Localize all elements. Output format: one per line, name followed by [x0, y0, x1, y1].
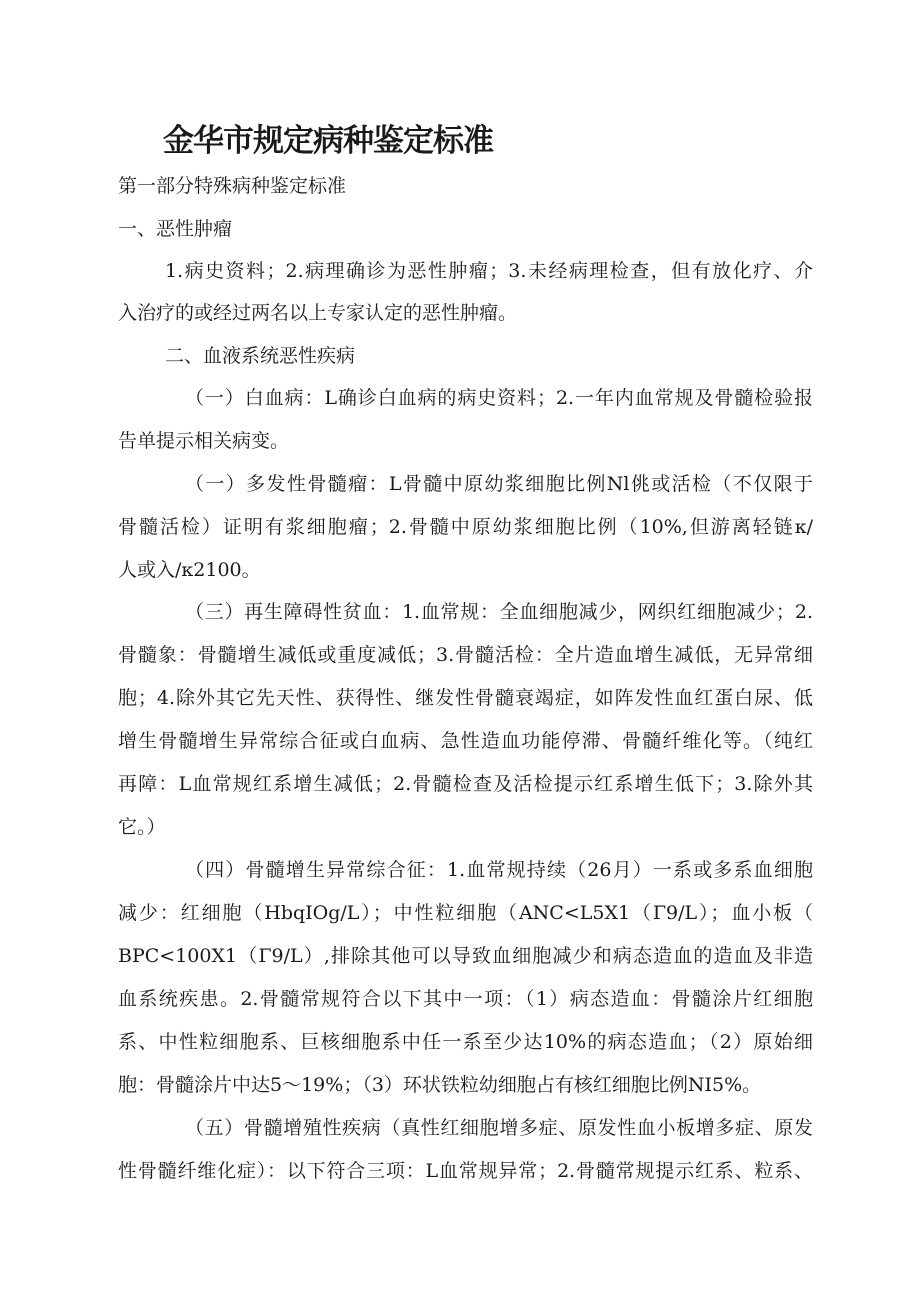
paragraph-line: 它。）	[118, 816, 166, 838]
paragraph-line: 再障：L血常规红系增生减低；2.骨髓检查及活检提示红系增生低下；3.除外其	[118, 773, 813, 795]
paragraph-line: 减少：红细胞（HbqIOg/L）；中性粒细胞（ANC<L5X1（Γ9/L）；血小板（	[118, 902, 813, 924]
paragraph-line: （五）骨髓增殖性疾病（真性红细胞增多症、原发性血小板增多症、原发	[185, 1117, 813, 1139]
paragraph-line: 1.病史资料；2.病理确诊为恶性肿瘤；3.未经病理检查，但有放化疗、介	[165, 260, 813, 282]
paragraph-line: （四）骨髓增生异常综合征：1.血常规持续（26月）一系或多系血细胞	[185, 859, 813, 881]
paragraph-line: BPC<100X1（Γ9/L）,排除其他可以导致血细胞减少和病态造血的造血及非造	[118, 945, 813, 967]
paragraph-line: 胞：骨髓涂片中达5～19%；（3）环状铁粒幼细胞占有核红细胞比例NI5%。	[118, 1074, 762, 1096]
paragraph-line: 血系统疾患。2.骨髓常规符合以下其中一项：（1）病态造血：骨髓涂片红细胞	[118, 988, 813, 1010]
part-heading: 第一部分特殊病种鉴定标准	[118, 175, 347, 197]
paragraph-line: 告单提示相关病变。	[118, 430, 290, 452]
paragraph-line: 骨髓象：骨髓增生减低或重度减低；3.骨髓活检：全片造血增生减低，无异常细	[118, 644, 813, 666]
paragraph-line: 骨髓活检）证明有浆细胞瘤；2.骨髓中原幼浆细胞比例（10%,但游离轻链κ/	[118, 516, 813, 538]
section-heading: 一、恶性肿瘤	[118, 218, 233, 240]
section-heading: 二、血液系统恶性疾病	[165, 345, 356, 367]
paragraph-line: （一）白血病：L确诊白血病的病史资料；2.一年内血常规及骨髓检验报	[185, 387, 813, 409]
paragraph-line: 胞；4.除外其它先天性、获得性、继发性骨髓衰竭症，如阵发性血红蛋白尿、低	[118, 687, 813, 709]
paragraph-line: （一）多发性骨髓瘤：L骨髓中原幼浆细胞比例Nl佻或活检（不仅限于	[185, 473, 813, 495]
paragraph-line: 性骨髓纤维化症）：以下符合三项：L血常规异常；2.骨髓常规提示红系、粒系、	[118, 1160, 813, 1182]
document-title: 金华市规定病种鉴定标准	[163, 123, 493, 159]
paragraph-line: 系、中性粒细胞系、巨核细胞系中任一系至少达10%的病态造血；（2）原始细	[118, 1031, 813, 1053]
paragraph-line: 增生骨髓增生异常综合征或白血病、急性造血功能停滞、骨髓纤维化等。（纯红	[118, 730, 813, 752]
paragraph-line: 人或入/κ2100。	[118, 559, 261, 581]
paragraph-line: 入治疗的或经过两名以上专家认定的恶性肿瘤。	[118, 302, 518, 324]
paragraph-line: （三）再生障碍性贫血：1.血常规：全血细胞减少，网织红细胞减少；2.	[185, 601, 813, 623]
